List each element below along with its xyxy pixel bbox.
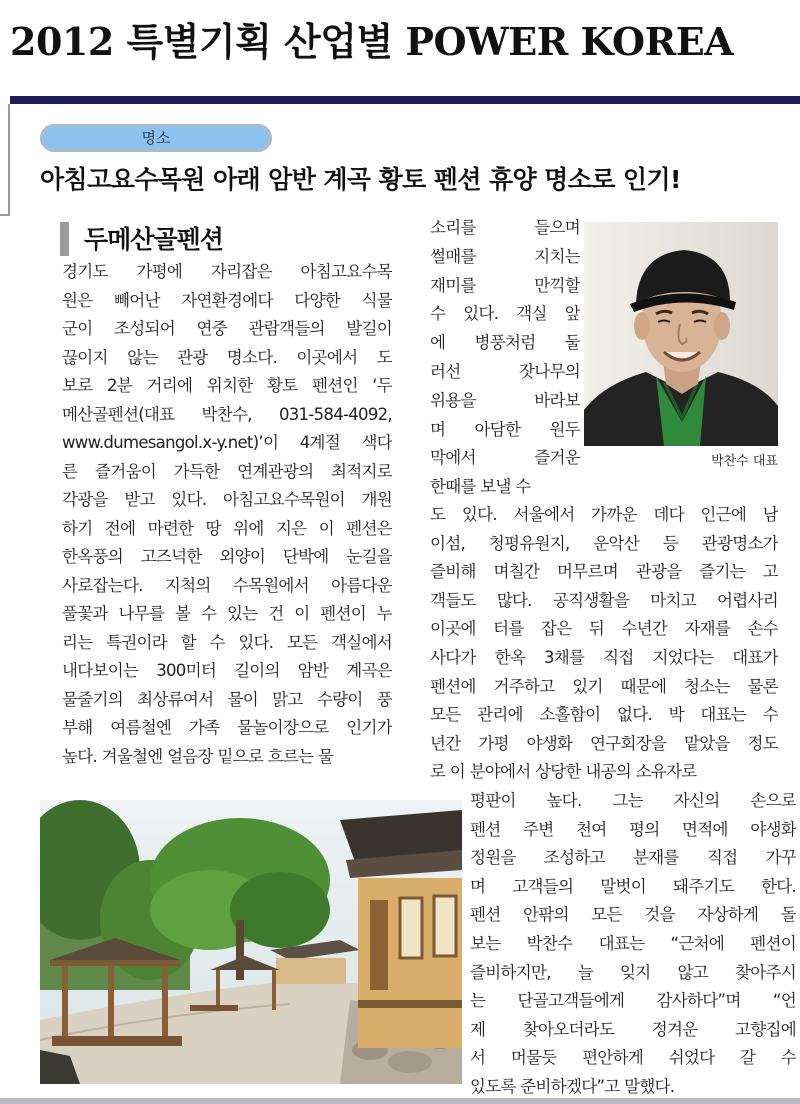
text-line: 부해 여름철엔 가족 물놀이장으로 인기가 bbox=[62, 718, 392, 737]
text-line: 위용을 바라보 bbox=[430, 390, 580, 410]
text-line: 원은 빼어난 자연환경에다 다양한 식물 bbox=[62, 290, 392, 310]
body-column-right-bottom bbox=[470, 787, 796, 1102]
text-line: 이곳에 터를 잡은 뒤 수년간 자재를 손수 bbox=[430, 619, 778, 639]
text-line: 며 고객들의 말벗이 돼주기도 한다. bbox=[470, 876, 796, 896]
text-line: 며 아담한 원두 bbox=[430, 419, 580, 439]
text-line: 러선 잣나무의 bbox=[430, 361, 580, 381]
masthead-title: 2012 특별기획 산업별 POWER KOREA bbox=[10, 19, 734, 64]
body-column-right-top bbox=[430, 501, 778, 787]
text-line: www.dumesangol.x-y.net)’이 4계절 색다 bbox=[62, 433, 392, 452]
portrait-photo bbox=[584, 222, 778, 446]
text-line: 막에서 즐거운 bbox=[430, 448, 580, 468]
text-line: 즐비하지만, 늘 잊지 않고 찾아주시 bbox=[470, 962, 796, 982]
text-line: 사다가 한옥 3채를 직접 지었다는 대표가 bbox=[430, 647, 778, 667]
text-line: 로 이 분야에서 상당한 내공의 소유자로 bbox=[430, 762, 697, 782]
text-line: 에 병풍처럼 둘 bbox=[430, 333, 580, 353]
text-line: 소리를 들으며 bbox=[430, 218, 580, 237]
text-line: 펜션에 거주하고 있기 때문에 청소는 물론 bbox=[430, 676, 778, 696]
text-line: 각광을 받고 있다. 아침고요수목원이 개원 bbox=[62, 490, 392, 509]
text-line: 보는 박찬수 대표는 “근처에 펜션이 bbox=[470, 933, 796, 953]
text-line: 물줄기의 최상류여서 물이 맑고 수량이 풍 bbox=[62, 689, 392, 709]
subhead-marker bbox=[60, 222, 69, 256]
corner-bracket bbox=[0, 104, 10, 216]
body-column-left bbox=[62, 258, 392, 771]
text-line: 리는 특권이라 할 수 있다. 모든 객실에서 bbox=[62, 632, 392, 652]
text-line: 경기도 가평에 자리잡은 아침고요수목 bbox=[62, 262, 392, 281]
text-line: 정원을 조성하고 분재를 직접 가꾸 bbox=[470, 848, 796, 868]
pension-photo bbox=[40, 800, 462, 1084]
text-line: 풀꽃과 나무를 볼 수 있는 건 이 펜션이 누 bbox=[62, 604, 392, 623]
text-line: 즐비해 며칠간 머무르며 관광을 즐기는 고 bbox=[430, 562, 778, 582]
text-line: 메산골펜션(대표 박찬수, 031-584-4092, bbox=[62, 404, 392, 424]
portrait-caption: 박찬수 대표 bbox=[711, 454, 778, 469]
bottom-rule bbox=[0, 1098, 800, 1104]
text-line: 수 있다. 객실 앞 bbox=[430, 304, 580, 324]
text-line: 이섬, 청평유원지, 운악산 등 관광명소가 bbox=[430, 533, 778, 553]
text-line: 내다보이는 300미터 길이의 암반 계곡은 bbox=[62, 661, 392, 680]
text-line: 객들도 많다. 공직생활을 마치고 어렵사리 bbox=[430, 590, 778, 610]
section-badge: 명소 bbox=[40, 124, 272, 152]
text-line: 른 즐거움이 가득한 연계관광의 최적지로 bbox=[62, 461, 392, 481]
text-line: 보로 2분 거리에 위치한 황토 펜션인 ‘두 bbox=[62, 376, 392, 395]
text-line: 모든 관리에 소홀함이 없다. 박 대표는 수 bbox=[430, 705, 778, 725]
text-line: 군이 조성되어 연중 관람객들의 발길이 bbox=[62, 319, 392, 338]
text-line: 도 있다. 서울에서 가까운 데다 인근에 남 bbox=[430, 505, 778, 524]
masthead bbox=[0, 0, 800, 100]
masthead-rule bbox=[10, 96, 800, 104]
text-line: 있도록 준비하겠다”고 말했다. bbox=[470, 1076, 675, 1096]
text-line: 높다. 겨울철엔 얼음장 밑으로 흐르는 물 bbox=[62, 746, 334, 766]
text-line: 서 머물듯 편안하게 쉬었다 갈 수 bbox=[470, 1048, 796, 1068]
article-headline: 아침고요수목원 아래 암반 계곡 황토 펜션 휴양 명소로 인기! bbox=[40, 165, 681, 194]
text-line: 끊이지 않는 관광 명소다. 이곳에서 도 bbox=[62, 347, 392, 367]
text-line: 제 찾아오더라도 정겨운 고향집에 bbox=[470, 1019, 796, 1039]
text-line: 썰매를 지치는 bbox=[430, 246, 580, 266]
text-line: 펜션 안팎의 모든 것을 자상하게 돌 bbox=[470, 905, 796, 925]
article-subhead: 두메산골펜션 bbox=[84, 225, 223, 254]
body-column-narrow bbox=[430, 214, 580, 502]
text-line: 한때를 보낼 수 bbox=[430, 477, 531, 497]
text-line: 펜션 주변 천여 평의 면적에 야생화 bbox=[470, 819, 796, 839]
text-line: 평판이 높다. 그는 자신의 손으로 bbox=[470, 791, 796, 810]
text-line: 한옥풍의 고즈넉한 외양이 단박에 눈길을 bbox=[62, 547, 392, 566]
text-line: 하기 전에 마련한 땅 위에 지은 이 펜션은 bbox=[62, 518, 392, 538]
text-line: 년간 가평 야생화 연구회장을 맡았을 정도 bbox=[430, 733, 778, 753]
text-line: 는 단골고객들에게 감사하다”며 “언 bbox=[470, 991, 796, 1011]
text-line: 재미를 만끽할 bbox=[430, 275, 580, 295]
text-line: 사로잡는다. 지척의 수목원에서 아름다운 bbox=[62, 575, 392, 595]
